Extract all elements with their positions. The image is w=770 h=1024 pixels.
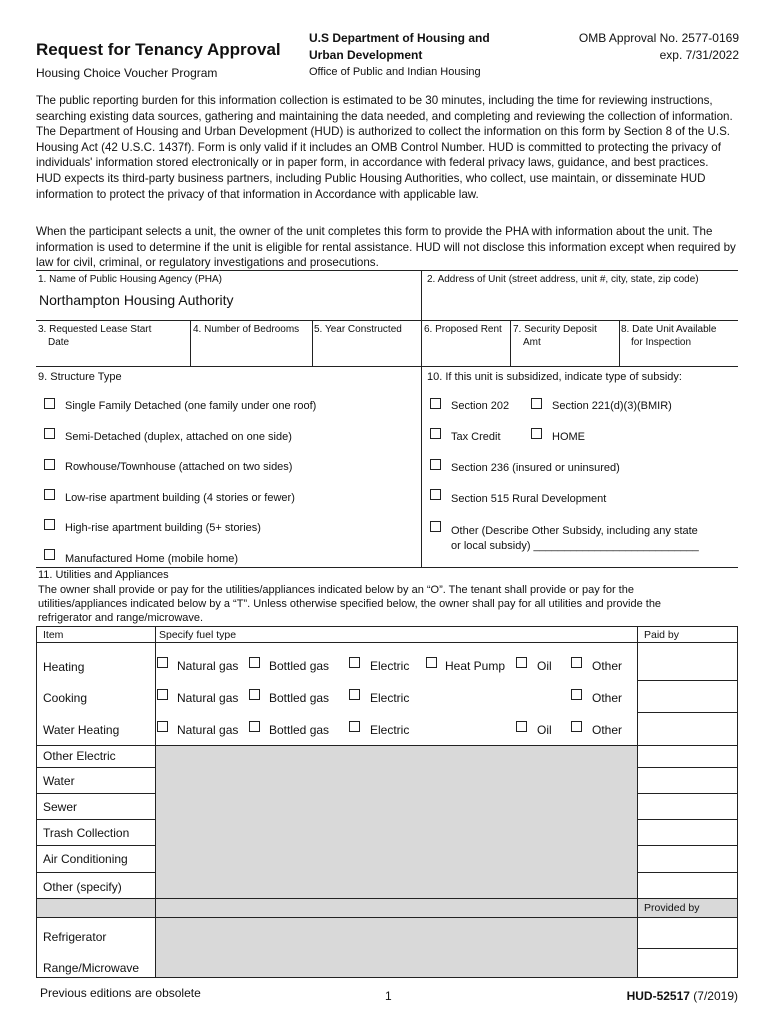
water-heating-electric-checkbox[interactable] — [349, 721, 360, 732]
omb-number: OMB Approval No. 2577-0169 — [578, 31, 739, 45]
water-heating-electric-label: Electric — [370, 723, 410, 737]
row-range-microwave: Range/Microwave — [43, 961, 140, 975]
heating-paid-by-field[interactable] — [638, 643, 737, 680]
footer-note: Previous editions are obsolete — [40, 986, 201, 1000]
cooking-natural-gas-label: Natural gas — [177, 691, 239, 705]
heating-electric-label: Electric — [370, 659, 410, 673]
rule — [36, 845, 155, 846]
field-3-label-line-2: Date — [48, 337, 70, 348]
cooking-paid-by-field[interactable] — [638, 681, 737, 712]
unit-address-field[interactable] — [425, 288, 735, 316]
form-title: Request for Tenancy Approval — [36, 40, 281, 59]
tax-credit-label: Tax Credit — [451, 431, 501, 443]
rule — [510, 320, 511, 366]
office-name: Office of Public and Indian Housing — [309, 66, 481, 78]
section-515-label: Section 515 Rural Development — [451, 493, 607, 505]
rule — [36, 567, 738, 568]
rule — [637, 767, 738, 768]
rule — [637, 872, 738, 873]
heating-other-checkbox[interactable] — [571, 657, 582, 668]
field-5-label: 5. Year Constructed — [314, 324, 402, 335]
form-id: HUD-52517 — [626, 989, 690, 1003]
water-heating-bottled-gas-label: Bottled gas — [269, 723, 330, 737]
semi-detached-checkbox[interactable] — [44, 428, 55, 439]
heating-electric-checkbox[interactable] — [349, 657, 360, 668]
rule — [737, 626, 738, 977]
heating-heat-pump-label: Heat Pump — [445, 659, 506, 673]
home-checkbox[interactable] — [531, 428, 542, 439]
heating-oil-checkbox[interactable] — [516, 657, 527, 668]
rule — [36, 626, 738, 627]
heating-natural-gas-checkbox[interactable] — [157, 657, 168, 668]
rule — [619, 320, 620, 366]
water-heating-other-checkbox[interactable] — [571, 721, 582, 732]
rowhouse-label: Rowhouse/Townhouse (attached on two sides) — [65, 461, 293, 473]
tax-credit-checkbox[interactable] — [430, 428, 441, 439]
rule — [637, 819, 738, 820]
column-paid-by: Paid by — [644, 629, 680, 641]
rowhouse-checkbox[interactable] — [44, 459, 55, 470]
column-item: Item — [43, 629, 64, 641]
field-3-label-line-1: 3. Requested Lease Start — [38, 324, 152, 335]
page-number: 1 — [385, 989, 392, 1003]
row-air-conditioning: Air Conditioning — [43, 852, 128, 866]
column-fuel-type: Specify fuel type — [159, 629, 237, 641]
field-11-label: 11. Utilities and Appliances — [38, 569, 169, 581]
omb-approval — [579, 30, 739, 64]
shaded-header-row — [36, 899, 737, 917]
field-1-label: 1. Name of Public Housing Agency (PHA) — [38, 274, 222, 285]
field-9-label: 9. Structure Type — [38, 371, 122, 383]
rule — [421, 366, 422, 567]
water-heating-paid-by-field[interactable] — [638, 713, 737, 745]
heating-other-label: Other — [592, 659, 623, 673]
field-6-label: 6. Proposed Rent — [424, 324, 502, 335]
section-202-label: Section 202 — [451, 400, 510, 412]
single-family-checkbox[interactable] — [44, 398, 55, 409]
home-label: HOME — [552, 431, 585, 443]
row-heating: Heating — [43, 660, 85, 674]
heating-bottled-gas-label: Bottled gas — [269, 659, 330, 673]
cooking-bottled-gas-checkbox[interactable] — [249, 689, 260, 700]
utilities-description-line-3: refrigerator and range/microwave. — [38, 612, 204, 624]
water-heating-bottled-gas-checkbox[interactable] — [249, 721, 260, 732]
water-heating-oil-checkbox[interactable] — [516, 721, 527, 732]
rule — [36, 819, 155, 820]
heating-natural-gas-label: Natural gas — [177, 659, 239, 673]
field-8-label-line-2: for Inspection — [631, 337, 692, 348]
refrigerator-provided-by-field[interactable] — [638, 918, 737, 948]
water-heating-oil-label: Oil — [537, 723, 552, 737]
utilities-description-line-1: The owner shall provide or pay for the utilities/appliances indicated below by an “O”. The tenant shall provide or pay for the — [38, 584, 634, 596]
row-refrigerator: Refrigerator — [43, 930, 107, 944]
heating-heat-pump-checkbox[interactable] — [426, 657, 437, 668]
department-line-1: U.S Department of Housing and — [309, 31, 490, 45]
rule — [190, 320, 191, 366]
utilities-description — [38, 583, 740, 625]
form-number — [627, 989, 738, 1003]
rule — [421, 320, 422, 366]
row-other-specify: Other (specify) — [43, 880, 122, 894]
low-rise-label: Low-rise apartment building (4 stories or fewer) — [65, 492, 295, 504]
rule — [36, 745, 738, 746]
rule — [36, 626, 37, 977]
field-3-label — [38, 323, 151, 349]
other-subsidy-line-2: or local subsidy) ___________________________ — [451, 540, 699, 552]
cooking-bottled-gas-label: Bottled gas — [269, 691, 330, 705]
other-subsidy-label — [451, 524, 699, 554]
rule — [155, 626, 156, 977]
department-line-2: Urban Development — [309, 48, 423, 62]
row-sewer: Sewer — [43, 800, 78, 814]
manufactured-home-checkbox[interactable] — [44, 549, 55, 560]
field-7-label — [513, 323, 597, 349]
rule — [36, 642, 738, 643]
rule — [36, 767, 155, 768]
row-water: Water — [43, 774, 75, 788]
cooking-electric-label: Electric — [370, 691, 410, 705]
high-rise-checkbox[interactable] — [44, 519, 55, 530]
shaded-area — [155, 746, 637, 977]
row-trash-collection: Trash Collection — [43, 826, 130, 840]
field-8-label-line-1: 8. Date Unit Available — [621, 324, 717, 335]
rule — [312, 320, 313, 366]
row-cooking: Cooking — [43, 691, 88, 705]
section-202-checkbox[interactable] — [430, 398, 441, 409]
rule — [637, 845, 738, 846]
field-4-label: 4. Number of Bedrooms — [193, 324, 300, 335]
heating-bottled-gas-checkbox[interactable] — [249, 657, 260, 668]
section-236-checkbox[interactable] — [430, 459, 441, 470]
field-2-label: 2. Address of Unit (street address, unit #, city, state, zip code) — [427, 274, 699, 285]
section-221-checkbox[interactable] — [531, 398, 542, 409]
form-date: (7/2019) — [689, 989, 738, 1003]
rule — [36, 270, 738, 271]
water-heating-natural-gas-label: Natural gas — [177, 723, 239, 737]
rule — [36, 977, 738, 978]
field-7-label-line-2: Amt — [523, 337, 541, 348]
cooking-natural-gas-checkbox[interactable] — [157, 689, 168, 700]
row-water-heating: Water Heating — [43, 723, 120, 737]
burden-statement: The public reporting burden for this information collection is estimated to be 30 minutes, including the time for reviewing instructions, searching existing data sources, gathering and maintaining the data needed, and completing and reviewing the collection of information. The Department of Housing and Urban Development (HUD) is authorized to collect the information on this form by Section 8 of the U.S. Housing Act (42 U.S.C. 1437f). Form is only valid if it includes an OMB Control Number. HUD is committed to protecting the privacy of individuals' information stored electronically or in paper form, in accordance with federal privacy laws, guidance, and best practices. HUD expects its third-party business partners, including Public Housing Authorities, who collect, use maintain, or disseminate HUD information to protect the privacy of that information in Accordance with applicable law. — [36, 94, 733, 201]
section-515-checkbox[interactable] — [430, 489, 441, 500]
rule — [421, 270, 422, 320]
rule — [36, 917, 738, 918]
cooking-other-label: Other — [592, 691, 623, 705]
rule — [36, 366, 738, 367]
high-rise-label: High-rise apartment building (5+ stories) — [65, 522, 261, 534]
water-heating-natural-gas-checkbox[interactable] — [157, 721, 168, 732]
water-heating-other-label: Other — [592, 723, 623, 737]
cooking-electric-checkbox[interactable] — [349, 689, 360, 700]
other-subsidy-checkbox[interactable] — [430, 521, 441, 532]
form-subtitle: Housing Choice Voucher Program — [36, 66, 218, 80]
pha-name-field[interactable]: Northampton Housing Authority — [39, 292, 234, 308]
omb-expiration: exp. 7/31/2022 — [659, 48, 739, 62]
cooking-other-checkbox[interactable] — [571, 689, 582, 700]
utilities-description-line-2: utilities/appliances indicated below by a “T”. Unless otherwise specified below, the owner shall pay for all utilities and provide the — [38, 598, 662, 610]
single-family-label: Single Family Detached (one family under one roof) — [65, 400, 317, 412]
rule — [36, 898, 738, 899]
field-7-label-line-1: 7. Security Deposit — [513, 324, 597, 335]
department-name — [309, 30, 529, 64]
rule — [36, 320, 738, 321]
semi-detached-label: Semi-Detached (duplex, attached on one side) — [65, 431, 292, 443]
low-rise-checkbox[interactable] — [44, 489, 55, 500]
rule — [36, 793, 155, 794]
section-221-label: Section 221(d)(3)(BMIR) — [552, 400, 672, 412]
heating-oil-label: Oil — [537, 659, 552, 673]
rule — [637, 793, 738, 794]
row-other-electric: Other Electric — [43, 749, 116, 763]
section-236-label: Section 236 (insured or uninsured) — [451, 462, 620, 474]
other-subsidy-line-1: Other (Describe Other Subsidy, including any state — [451, 525, 698, 537]
field-10-label: 10. If this unit is subsidized, indicate type of subsidy: — [427, 371, 682, 383]
rule — [36, 872, 155, 873]
range-provided-by-field[interactable] — [638, 949, 737, 977]
purpose-statement: When the participant selects a unit, the owner of the unit completes this form to provide the PHA with information about the unit. The information is used to determine if the unit is eligible for rental assistance. HUD will not disclose this information except when required by law for civil, criminal, or regulatory investigations and prosecutions. — [36, 225, 736, 270]
field-8-label — [621, 323, 716, 349]
manufactured-home-label: Manufactured Home (mobile home) — [65, 553, 239, 565]
column-provided-by: Provided by — [644, 902, 700, 914]
